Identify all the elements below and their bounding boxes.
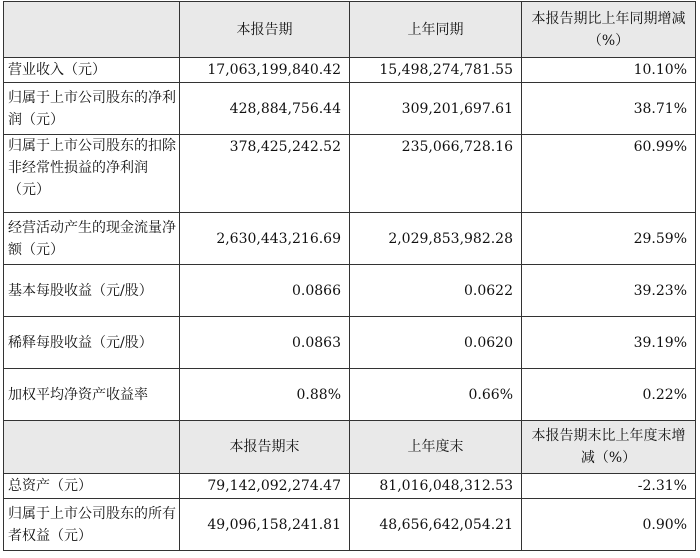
row-label (4, 499, 180, 551)
row-label (4, 265, 180, 317)
row-previous-value: 48,656,642,054.21 (350, 499, 522, 551)
header-empty-cell (4, 2, 180, 58)
row-previous-text: 235,066,728.16 (401, 139, 513, 155)
row-label (4, 317, 180, 369)
row-previous-value: 15,498,274,781.55 (350, 58, 522, 83)
row-previous-value: 0.66% (350, 369, 522, 421)
header-previous-period: 上年同期 (350, 2, 522, 58)
row-change-text: 60.99% (633, 139, 687, 155)
row-change-value: 10.10% (522, 58, 696, 83)
row-previous-value: 309,201,697.61 (350, 83, 522, 135)
table-header-row (4, 421, 696, 474)
row-previous-value: 2,029,853,982.28 (350, 213, 522, 265)
row-label-text: 经营活动产生的现金流量净额（元） (8, 219, 176, 258)
row-current-text: 378,425,242.52 (229, 139, 341, 155)
table-header-row (4, 2, 696, 58)
header-previous-year-end: 上年度末 (350, 421, 522, 474)
row-current-value: 428,884,756.44 (180, 83, 350, 135)
row-previous-value (350, 135, 522, 213)
row-change-value: 0.22% (522, 369, 696, 421)
row-label: 营业收入（元） (4, 58, 180, 83)
table-row (4, 58, 696, 83)
table-row (4, 499, 696, 551)
row-label (4, 369, 180, 421)
row-change-value: 39.19% (522, 317, 696, 369)
row-previous-value: 81,016,048,312.53 (350, 474, 522, 499)
row-label-text: 归属于上市公司股东的净利润（元） (8, 89, 176, 128)
row-label: 总资产（元） (4, 474, 180, 499)
header-change: 本报告期末比上年度末增减（%） (522, 421, 696, 474)
header-period-end: 本报告期末 (180, 421, 350, 474)
row-current-value: 0.0863 (180, 317, 350, 369)
row-label-text: 基本每股收益（元/股） (8, 282, 153, 299)
row-label (4, 83, 180, 135)
row-current-value: 2,630,443,216.69 (180, 213, 350, 265)
row-label-text: 归属于上市公司股东的扣除非经常性损益的净利润（元） (8, 138, 176, 198)
table-row (4, 317, 696, 369)
table-row (4, 474, 696, 499)
row-change-value: 39.23% (522, 265, 696, 317)
table-row (4, 369, 696, 421)
row-current-value: 0.88% (180, 369, 350, 421)
row-label (4, 135, 180, 213)
row-current-value: 17,063,199,840.42 (180, 58, 350, 83)
row-change-value (522, 135, 696, 213)
row-label-text: 归属于上市公司股东的所有者权益（元） (8, 505, 176, 544)
row-label (4, 213, 180, 265)
row-change-value: 29.59% (522, 213, 696, 265)
row-current-value: 0.0866 (180, 265, 350, 317)
table-row (4, 135, 696, 213)
row-previous-value: 0.0622 (350, 265, 522, 317)
table-row (4, 213, 696, 265)
row-label-text: 加权平均净资产收益率 (8, 386, 148, 403)
row-change-value: -2.31% (522, 474, 696, 499)
table-row (4, 83, 696, 135)
row-change-value: 38.71% (522, 83, 696, 135)
row-change-value: 0.90% (522, 499, 696, 551)
row-label-text: 稀释每股收益（元/股） (8, 334, 153, 351)
row-previous-value: 0.0620 (350, 317, 522, 369)
row-current-value: 79,142,092,274.47 (180, 474, 350, 499)
financial-summary-table (3, 1, 696, 551)
header-current-period: 本报告期 (180, 2, 350, 58)
row-current-value: 49,096,158,241.81 (180, 499, 350, 551)
header-empty-cell (4, 421, 180, 474)
header-change: 本报告期比上年同期增减（%） (522, 2, 696, 58)
row-current-value (180, 135, 350, 213)
table-row (4, 265, 696, 317)
